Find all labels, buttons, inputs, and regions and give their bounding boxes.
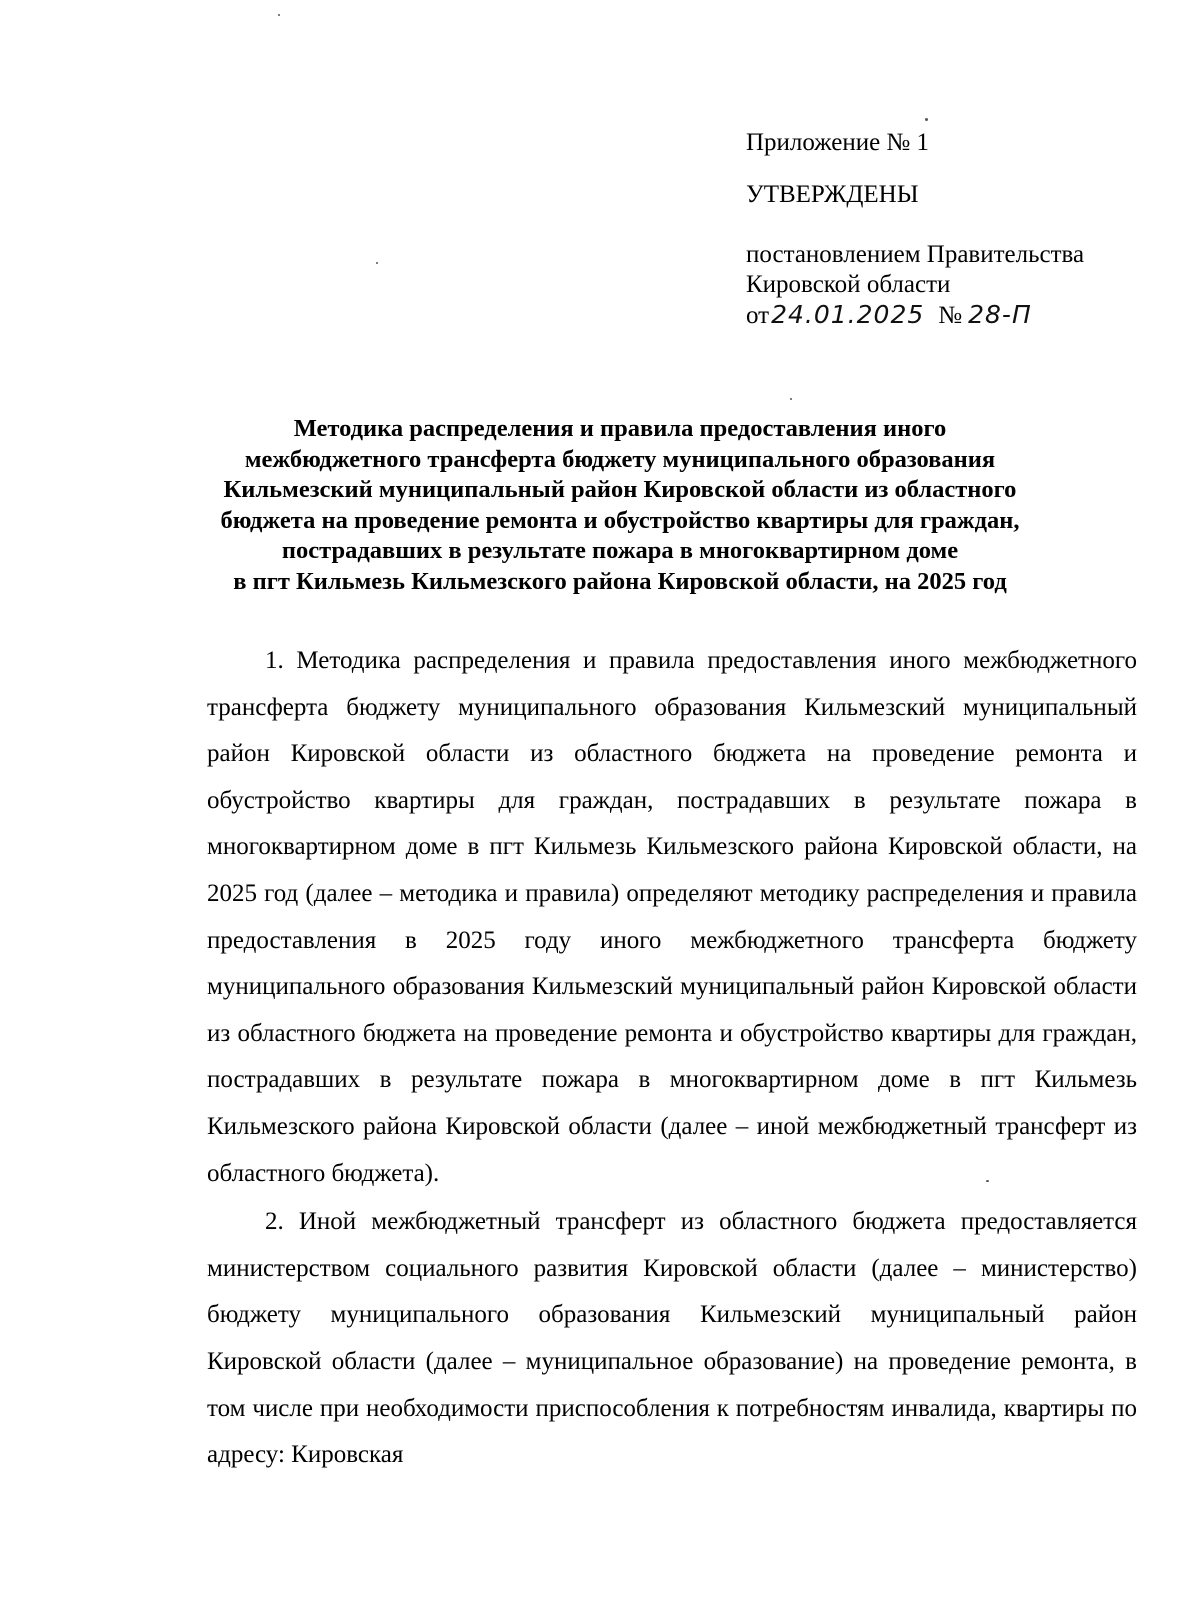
scan-speck <box>278 14 280 16</box>
scan-speck <box>376 262 378 264</box>
paragraph-1: 1. Методика распределения и правила предоставления иного межбюджетного трансферта бюджету муниципального образования Кильмезский муниципальный район Кировской области из областного бюджета на проведение ремонта и обустройство квартиры для граждан, пострадавших в результате пожара в многоквартирном доме в пгт Кильмезь Кильмезского района Кировской области, на 2025 год (далее – методика и правила) определяют методику распределения и правила предоставления в 2025 году иного межбюджетного трансферта бюджету муниципального образования Кильмезский муниципальный район Кировской области из областного бюджета на проведение ремонта и обустройство квартиры для граждан, пострадавших в результате пожара в многоквартирном доме в пгт Кильмезь Кильмезского района Кировской области (далее – иной межбюджетный трансферт из областного бюджета). <box>207 647 1137 1187</box>
scan-speck <box>790 398 792 400</box>
decree-date-line <box>746 300 1166 331</box>
document-title <box>150 414 1090 597</box>
date-prefix: от <box>746 302 770 329</box>
approved-label: УТВЕРЖДЕНЫ <box>746 181 919 208</box>
title-line: Методика распределения и правила предоставления иного <box>293 415 947 442</box>
number-prefix: № <box>938 302 963 329</box>
handwritten-number: 28-П <box>968 300 1032 329</box>
decree-line-1: постановлением Правительства <box>746 241 1085 268</box>
title-line: Кильмезский муниципальный район Кировской области из областного <box>223 476 1017 503</box>
handwritten-date: 24.01.2025 <box>771 300 925 329</box>
title-line: пострадавших в результате пожара в многоквартирном доме <box>281 537 959 564</box>
title-line: межбюджетного трансферта бюджету муниципального образования <box>244 445 996 473</box>
title-line: в пгт Кильмезь Кильмезского района Кировской области, на 2025 год <box>233 567 1007 595</box>
document-body <box>207 638 1137 1479</box>
appendix-label: Приложение № 1 <box>746 129 930 156</box>
title-line: бюджета на проведение ремонта и обустройство квартиры для граждан, <box>220 506 1020 534</box>
scan-speck <box>925 118 928 121</box>
paragraph-2: 2. Иной межбюджетный трансферт из областного бюджета предоставляется министерством социального развития Кировской области (далее – министерство) бюджету муниципального образования Кильмезский муниципальный район Кировской области (далее – муниципальное образование) на проведение ремонта, в том числе при необходимости приспособления к потребностям инвалида, квартиры по адресу: Кировская <box>207 1208 1137 1469</box>
decree-line-2: Кировской области <box>746 271 951 298</box>
approval-block <box>746 128 1166 331</box>
